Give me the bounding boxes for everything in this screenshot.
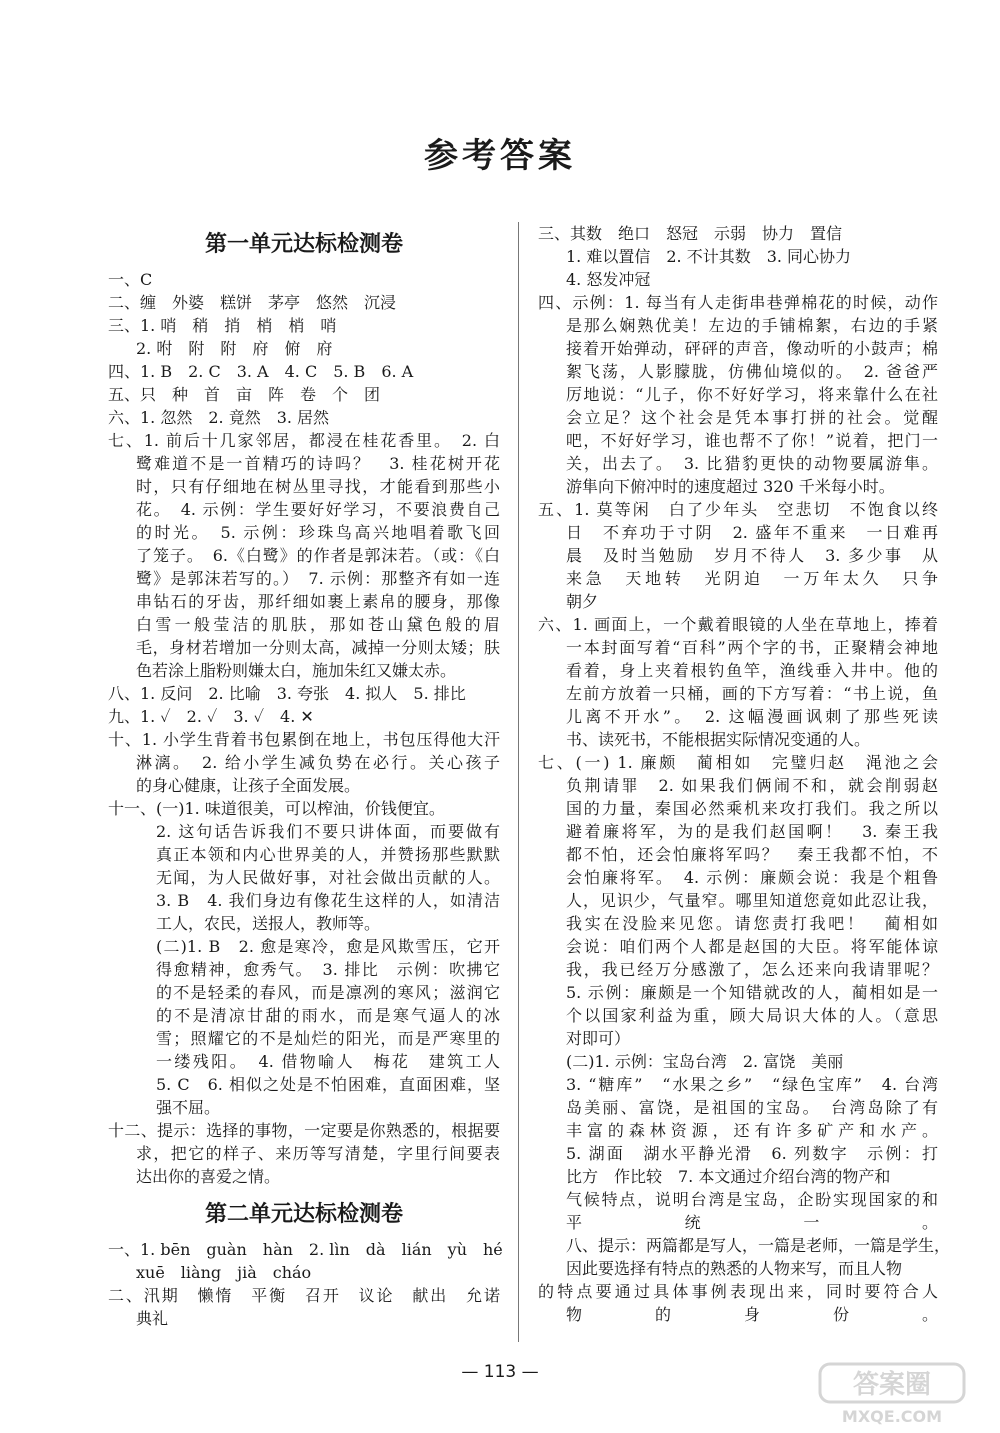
answer-line: 达出你的喜爱之情。 bbox=[136, 1167, 281, 1186]
answer-line: 五、1. 莫等闲 白了少年头 空悲切 不饱食以终 bbox=[538, 500, 938, 519]
answer-line: 一缕残阳。 4. 借物喻人 梅花 建筑工人 bbox=[156, 1052, 500, 1071]
unit2-title: 第二单元达标检测卷 bbox=[204, 1202, 403, 1227]
left-column bbox=[108, 222, 503, 1330]
answer-line: 色若涂上脂粉则嫌太白，施加朱红又嫌太赤。 bbox=[136, 661, 457, 680]
answer-line: 会说：咱们两个人都是赵国的大臣。将军能体谅 bbox=[566, 937, 938, 956]
answer-line: 求，把它的样子、来历等写清楚，字里行间要表 bbox=[136, 1144, 500, 1163]
answer-line: 淋漓。 2. 给小学生减负势在必行。关心孩子 bbox=[136, 753, 500, 772]
answer-line: 工人，农民，送报人，教师等。 bbox=[156, 914, 381, 933]
answer-line: 接着开始弹动，砰砰的声音，像动听的小鼓声；棉 bbox=[566, 339, 938, 358]
answer-line: 了笼子。 6.《白鹭》的作者是郭沫若。（或：《白 bbox=[136, 546, 500, 565]
watermark-logo bbox=[812, 1358, 972, 1428]
answer-line: 关，出去了。 3. 比猎豹更快的动物要属游隼。 bbox=[566, 454, 938, 473]
answer-line: (二)1. B 2. 愈是寒冷，愈是风欺雪压，它开 bbox=[156, 937, 500, 956]
answer-line: 十二、提示：选择的事物，一定要是你熟悉的，根据要 bbox=[108, 1121, 500, 1140]
unit1-answers bbox=[108, 268, 500, 1188]
answer-line: 2. 咐 附 附 府 俯 府 bbox=[136, 339, 333, 358]
answer-line: 六、1. 忽然 2. 竟然 3. 居然 bbox=[108, 408, 330, 427]
answer-line: 四、1. B 2. C 3. A 4. C 5. B 6. A bbox=[108, 362, 414, 381]
answer-line: 4. 怒发冲冠 bbox=[566, 270, 651, 289]
answer-line: 雪；照耀它的不是灿烂的阳光，而是严寒里的 bbox=[156, 1029, 500, 1048]
answer-line: 书、读死书，不能根据实际情况变通的人。 bbox=[566, 730, 871, 749]
answer-line: 九、1. ✓ 2. ✓ 3. ✓ 4. ✕ bbox=[108, 707, 314, 726]
unit1-title: 第一单元达标检测卷 bbox=[204, 232, 403, 257]
unit2-answers bbox=[108, 1238, 503, 1330]
answer-line: 五、只 种 首 亩 阵 卷 个 团 bbox=[108, 385, 381, 404]
answer-line: 七、(一) 1. 廉颇 蔺相如 完璧归赵 渑池之会 bbox=[538, 753, 938, 772]
answer-line: xuē liàng jià cháo bbox=[136, 1263, 312, 1282]
answer-line: 都不怕，还会怕廉将军吗？ 秦王我都不怕，不 bbox=[566, 845, 938, 864]
answer-line: 的特点要通过具体事例表现出来，同时要符合人 bbox=[538, 1282, 938, 1301]
answer-line: 负荆请罪 2. 如果我们俩闹不和，就会削弱赵 bbox=[566, 776, 938, 795]
answer-line: 3. B 4. 我们身边有像花生这样的人，如清洁 bbox=[156, 891, 500, 910]
answer-line: 一、C bbox=[108, 270, 153, 289]
answer-line: 朝夕 bbox=[566, 592, 599, 611]
answer-line: 游隼向下俯冲时的速度超过 320 千米每小时。 bbox=[566, 477, 895, 496]
answer-line: 晨 及时当勉励 岁月不待人 3. 多少事 从 bbox=[566, 546, 938, 565]
answer-line: 二、缠 外婆 糕饼 茅亭 悠然 沉浸 bbox=[108, 293, 397, 312]
answer-line: (二)1. 示例：宝岛台湾 2. 富饶 美丽 bbox=[566, 1052, 844, 1071]
svg-text:MXQE.COM: MXQE.COM bbox=[841, 1407, 943, 1426]
answer-line: 无闻，为人民做好事，对社会做出贡献的人。 bbox=[156, 868, 500, 887]
answer-line: 我，我已经万分感激了，怎么还来向我请罪呢？ bbox=[566, 960, 938, 979]
answer-line: 串钻石的牙齿，那纤细如裹上素帛的腰身，那像 bbox=[136, 592, 500, 611]
answer-line: 人，见识少，气量窄。哪里知道您竟如此忍让我， bbox=[566, 891, 938, 910]
answer-line: 毛，身材若增加一分则太高，减掉一分则太矮；肤 bbox=[136, 638, 500, 657]
answer-line: 八、提示：两篇都是写人，一篇是老师，一篇是学生， bbox=[566, 1236, 951, 1255]
answer-line: 3. “糖库” “水果之乡” “绿色宝库” 4. 台湾 bbox=[566, 1075, 938, 1094]
answer-line: 会立足？这个社会是凭本事打拼的社会。觉醒 bbox=[566, 408, 938, 427]
answer-line: 5. 示例：廉颇是一个知错就改的人，蔺相如是一 bbox=[566, 983, 938, 1002]
answer-line: 的时光。 5. 示例：珍珠鸟高兴地唱着歌飞回 bbox=[136, 523, 500, 542]
answer-line: 絮飞荡，人影朦胧，仿佛仙境似的。 2. 爸爸严 bbox=[566, 362, 938, 381]
answer-line: 十一、(一)1. 味道很美，可以榨油，价钱便宜。 bbox=[108, 799, 445, 818]
answer-line: 的不是轻柔的春风，而是凛冽的寒风；滋润它 bbox=[156, 983, 500, 1002]
answer-line: 国的力量，秦国必然乘机来攻打我们。我之所以 bbox=[566, 799, 938, 818]
column-divider bbox=[518, 222, 519, 1342]
answer-line: 二、汛期 懒惰 平衡 召开 议论 献出 允诺 bbox=[108, 1286, 500, 1305]
answer-line: 看着，身上夹着根钓鱼竿，渔线垂入井中。他的 bbox=[566, 661, 938, 680]
svg-text:答案圈: 答案圈 bbox=[852, 1370, 932, 1400]
answer-line: 鹭难道不是一首精巧的诗吗？ 3. 桂花树开花 bbox=[136, 454, 500, 473]
answer-line: 来急 天地转 光阴迫 一万年太久 只争 bbox=[566, 569, 938, 588]
answer-line: 一、1. bēn guàn hàn 2. lìn dà lián yù hé bbox=[108, 1240, 503, 1259]
answer-line: 比方 作比较 7. 本文通过介绍台湾的物产和 bbox=[566, 1167, 891, 1186]
answer-line: 是那么娴熟优美！左边的手铺棉絮，右边的手紧 bbox=[566, 316, 938, 335]
answer-line: 鹭》是郭沫若写的。） 7. 示例：那整齐有如一连 bbox=[136, 569, 500, 588]
answer-line: 儿离不开水”。 2. 这幅漫画讽刺了那些死读 bbox=[566, 707, 938, 726]
answer-line: 三、1. 哨 稍 捎 梢 梢 哨 bbox=[108, 316, 337, 335]
answer-line: 日 不弃功于寸阴 2. 盛年不重来 一日难再 bbox=[566, 523, 938, 542]
answer-line: 吧，不好好学习，谁也帮不了你！”说着，把门一 bbox=[566, 431, 938, 450]
answer-line: 个以国家利益为重，顾大局识大体的人。（意思 bbox=[566, 1006, 938, 1025]
page-title: 参考答案 bbox=[424, 136, 576, 176]
answer-line: 时，只有仔细地在树丛里寻找，才能看到那些小 bbox=[136, 477, 500, 496]
answer-line: 我实在没脸来见您。请您责打我吧！ 蔺相如 bbox=[566, 914, 938, 933]
answer-line: 强不屈。 bbox=[156, 1098, 221, 1117]
page-number: — 113 — bbox=[461, 1362, 539, 1382]
answer-line: 物的身份。 bbox=[566, 1305, 938, 1324]
answer-line: 十、1. 小学生背着书包累倒在地上，书包压得他大汗 bbox=[108, 730, 500, 749]
answer-line: 四、示例：1. 每当有人走街串巷弹棉花的时候，动作 bbox=[538, 293, 938, 312]
answer-line: 气候特点，说明台湾是宝岛，企盼实现国家的和 bbox=[566, 1190, 938, 1209]
answer-line: 典礼 bbox=[136, 1309, 169, 1328]
answer-line: 2. 这句话告诉我们不要只讲体面，而要做有 bbox=[156, 822, 500, 841]
answer-line: 5. C 6. 相似之处是不怕困难，直面困难，坚 bbox=[156, 1075, 500, 1094]
answer-line: 1. 难以置信 2. 不计其数 3. 同心协力 bbox=[566, 247, 852, 266]
answer-line: 丰富的森林资源，还有许多矿产和水产。 bbox=[566, 1121, 938, 1140]
answer-line: 七、1. 前后十几家邻居，都浸在桂花香里。 2. 白 bbox=[108, 431, 500, 450]
answer-line: 因此要选择有特点的熟悉的人物来写，而且人物 bbox=[566, 1259, 903, 1278]
answer-line: 的身心健康，让孩子全面发展。 bbox=[136, 776, 361, 795]
answer-line: 的不是清凉甘甜的雨水，而是寒气逼人的冰 bbox=[156, 1006, 500, 1025]
answer-line: 左前方放着一只桶，画的下方写着：“书上说，鱼 bbox=[566, 684, 938, 703]
answer-line: 六、1. 画面上，一个戴着眼镜的人坐在草地上，捧着 bbox=[538, 615, 938, 634]
answer-line: 平统一。 bbox=[566, 1213, 938, 1232]
right-column bbox=[538, 222, 951, 1326]
answer-line: 花。 4. 示例：学生要好好学习，不要浪费自己 bbox=[136, 500, 500, 519]
answer-line: 会怕廉将军。 4. 示例：廉颇会说：我是个粗鲁 bbox=[566, 868, 938, 887]
answer-line: 5. 湖面 湖水平静光滑 6. 列数字 示例：打 bbox=[566, 1144, 938, 1163]
answer-line: 三、其数 绝口 怒冠 示弱 协力 置信 bbox=[538, 224, 843, 243]
answer-line: 避着廉将军，为的是我们赵国啊！ 3. 秦王我 bbox=[566, 822, 938, 841]
answer-line: 得愈精神，愈秀气。 3. 排比 示例：吹拂它 bbox=[156, 960, 500, 979]
answer-line: 白雪一般莹洁的肌肤，那如苍山黛色般的眉 bbox=[136, 615, 500, 634]
answer-line: 八、1. 反问 2. 比喻 3. 夸张 4. 拟人 5. 排比 bbox=[108, 684, 466, 703]
answer-line: 一本封面写着“百科”两个字的书，正聚精会神地 bbox=[566, 638, 938, 657]
answer-line: 厉地说：“儿子，你不好好学习，将来靠什么在社 bbox=[566, 385, 938, 404]
right-answers bbox=[538, 222, 951, 1326]
answer-line: 对即可） bbox=[566, 1029, 631, 1048]
answer-line: 真正本领和内心世界美的人，并赞扬那些默默 bbox=[156, 845, 500, 864]
answer-line: 岛美丽、富饶，是祖国的宝岛。 台湾岛除了有 bbox=[566, 1098, 938, 1117]
